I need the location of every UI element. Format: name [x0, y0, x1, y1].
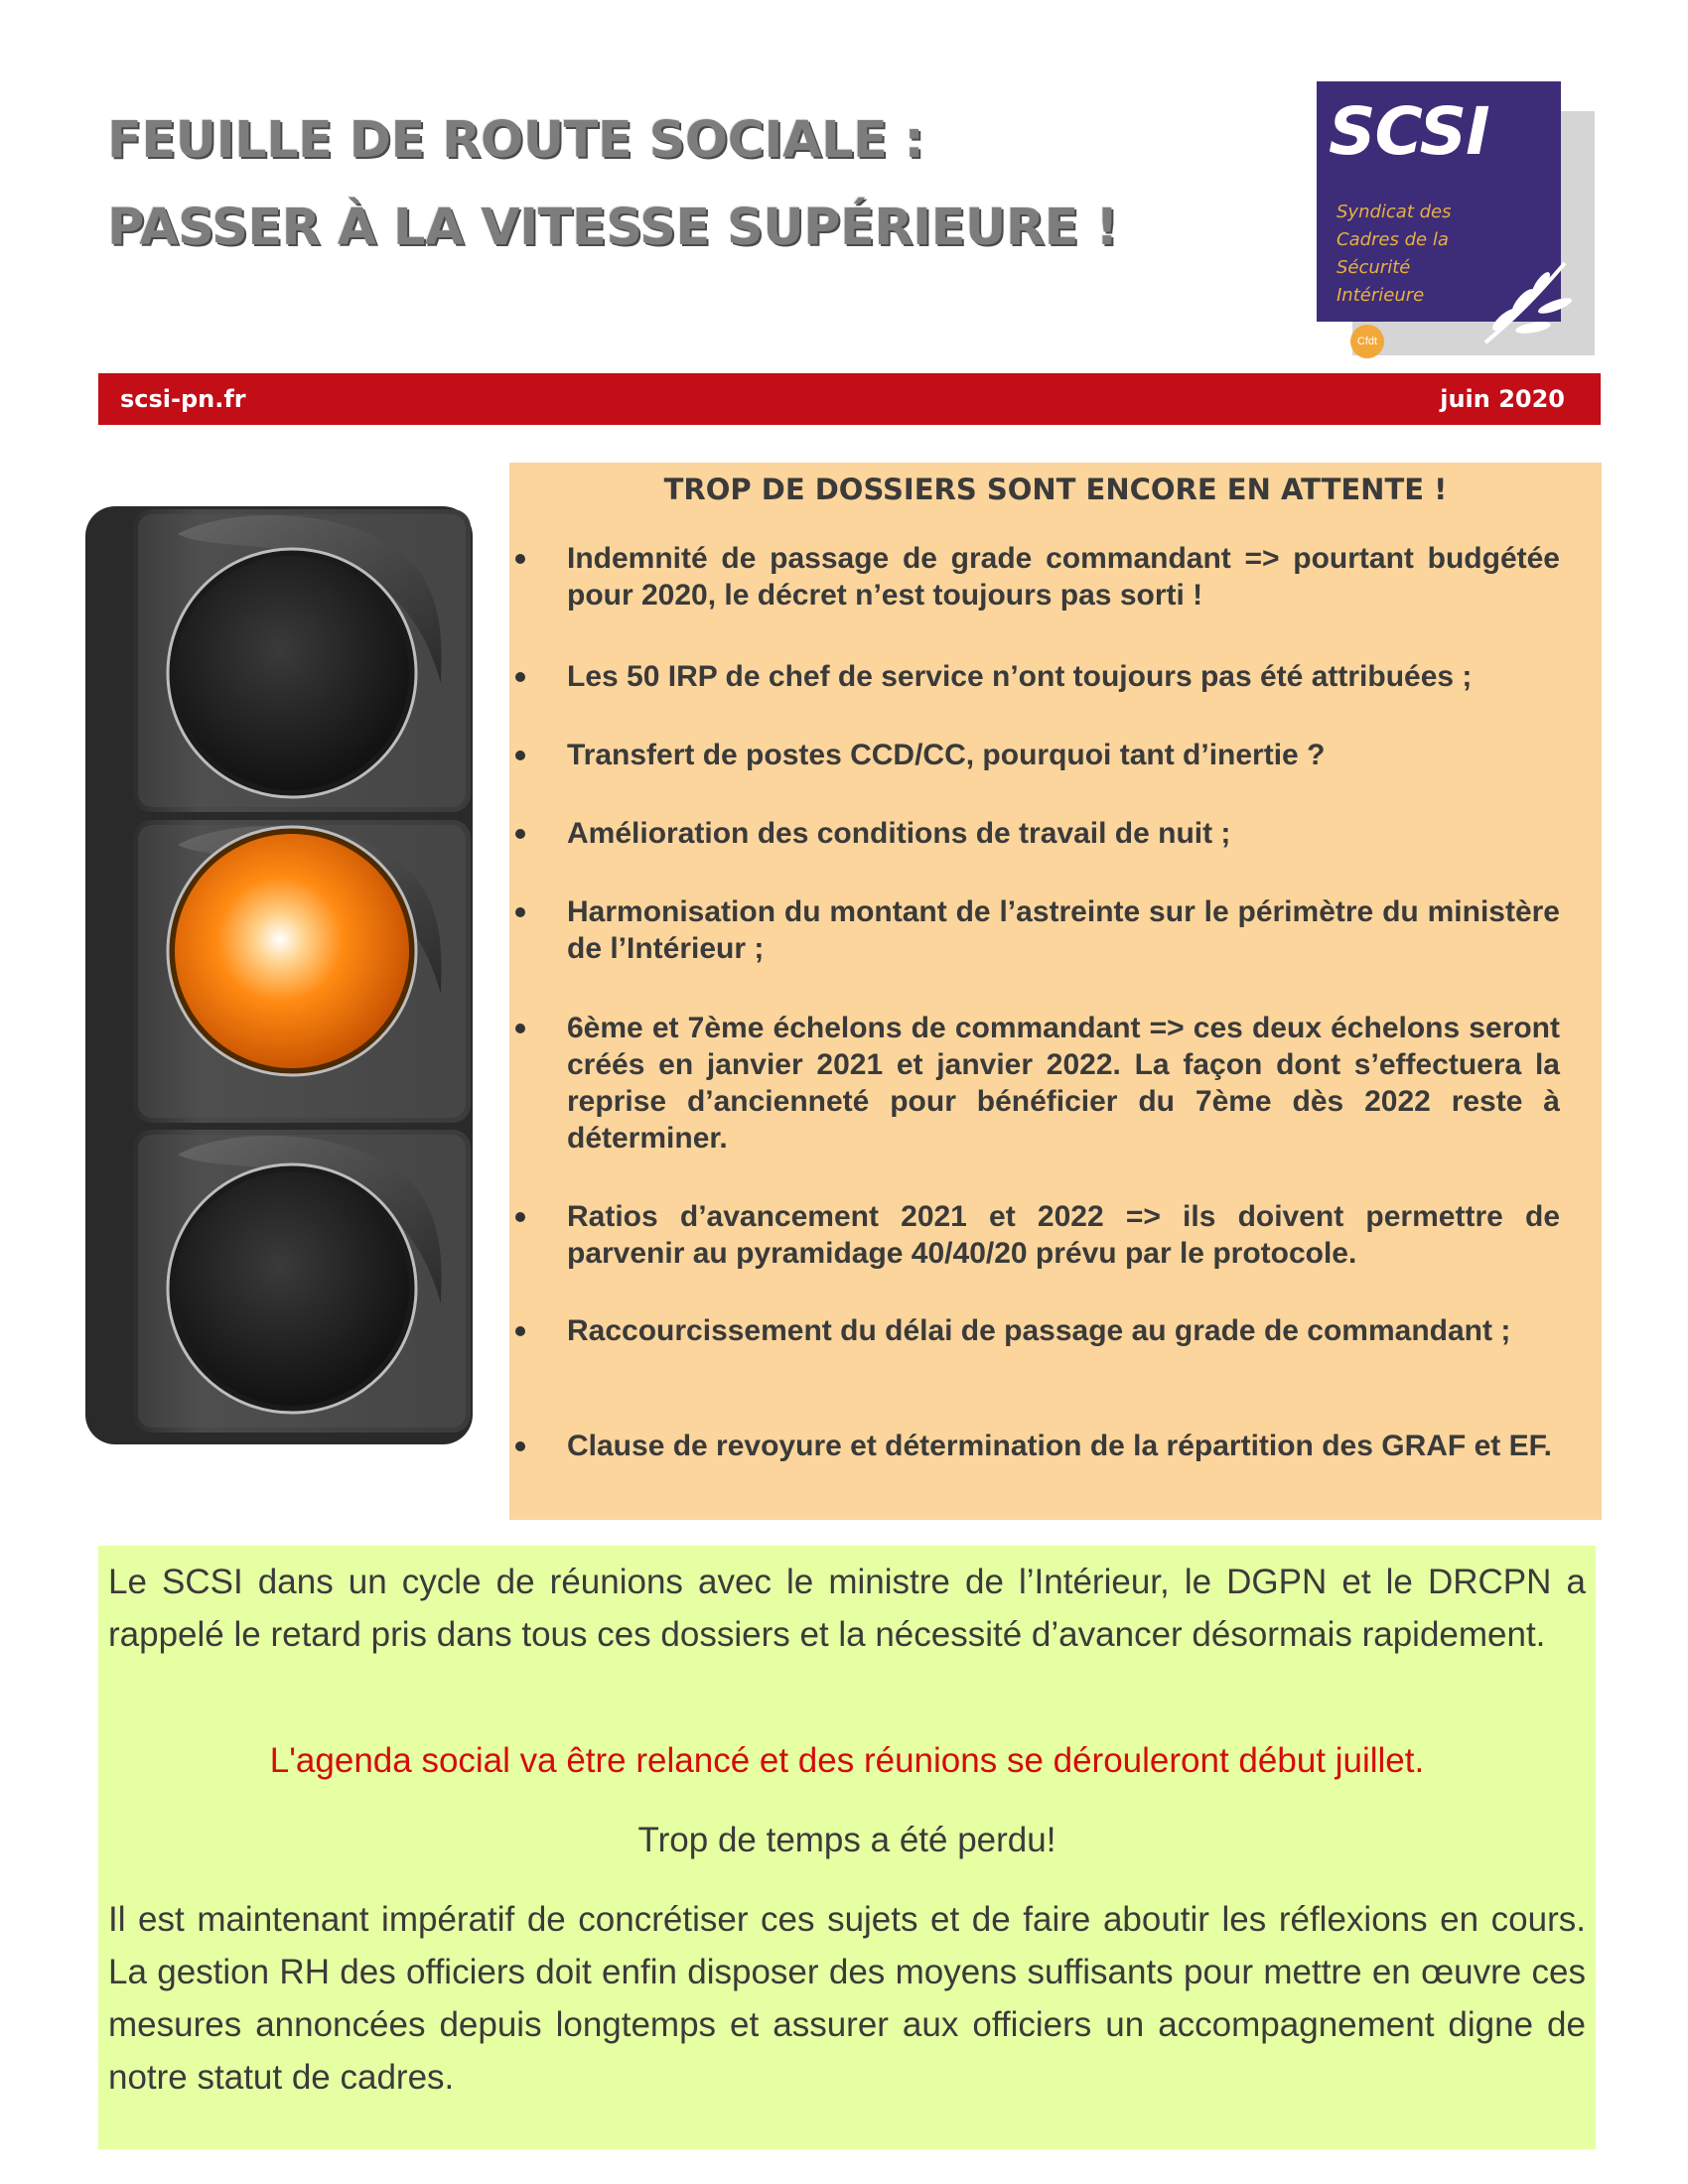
list-item-text: Amélioration des conditions de travail de nuit ; — [567, 817, 1231, 850]
conclusion-paragraph-1: Le SCSI dans un cycle de réunions avec le ministre de l’Intérieur, le DGPN et le DRCPN a rappelé le retard pris dans tous ces dossiers et la nécessité d’avancer désormais rapidement. — [108, 1563, 1586, 1654]
website-link[interactable]: scsi-pn.fr — [120, 385, 246, 413]
lost-time-statement: Trop de temps a été perdu! — [637, 1821, 1056, 1859]
pending-dossiers-box — [509, 463, 1602, 1520]
conclusion-paragraph-2: Il est maintenant impératif de concrétiser ces sujets et de faire aboutir les réflexions en cours. La gestion RH des officiers doit enfin disposer des moyens suffisants pour mettre en œuvre ces mesures annoncées depuis longtemps et assurer aux officiers un accompagnement digne de notre statut de cadres. — [108, 1900, 1586, 2097]
list-item-text: Transfert de postes CCD/CC, pourquoi tant d’inertie ? — [567, 739, 1326, 771]
list-item-text: Clause de revoyure et détermination de la répartition des GRAF et EF. — [567, 1430, 1552, 1462]
title-line-2: PASSER À LA VITESSE SUPÉRIEURE ! — [107, 199, 1118, 257]
list-item-text: Ratios d’avancement 2021 et 2022 => ils doivent permettre de parvenir au pyramidage 40/40/20 prévu par le protocole. — [567, 1200, 1560, 1270]
bullet-icon — [515, 1441, 525, 1451]
logo-name: SCSI — [1329, 93, 1489, 170]
bullet-icon — [515, 1326, 525, 1336]
bullet-icon — [515, 1212, 525, 1222]
logo-sub-3: Sécurité — [1336, 257, 1411, 278]
bullet-icon — [515, 829, 525, 839]
bullet-icon — [515, 907, 525, 917]
light-housing-middle — [133, 820, 471, 1123]
traffic-light-icon — [83, 504, 481, 1447]
list-item-text: Raccourcissement du délai de passage au grade de commandant ; — [567, 1314, 1511, 1347]
laurel-icon — [1476, 258, 1585, 347]
light-housing-bottom — [133, 1130, 471, 1433]
list-item-text: Indemnité de passage de grade commandant => pourtant budgétée pour 2020, le décret n’est toujours pas sorti ! — [567, 542, 1560, 612]
title-line-1: FEUILLE DE ROUTE SOCIALE : — [107, 111, 924, 170]
light-housing-top — [133, 509, 471, 812]
logo-subtitle — [1336, 199, 1476, 310]
bullet-icon — [515, 751, 525, 760]
bullet-icon — [515, 554, 525, 564]
bullet-icon — [515, 672, 525, 682]
page-title — [107, 97, 1118, 272]
issue-date: juin 2020 — [1440, 385, 1565, 413]
dossiers-title: TROP DE DOSSIERS SONT ENCORE EN ATTENTE ! — [663, 473, 1448, 506]
announcement-highlight: L'agenda social va être relancé et des réunions se dérouleront début juillet. — [269, 1741, 1425, 1780]
logo-sub-2: Cadres de la — [1336, 229, 1449, 250]
cfdt-badge: Cfdt — [1350, 325, 1384, 358]
list-item-text: Harmonisation du montant de l’astreinte sur le périmètre du ministère de l’Intérieur ; — [567, 895, 1560, 965]
bullet-icon — [515, 1024, 525, 1033]
list-item-text: Les 50 IRP de chef de service n’ont toujours pas été attribuées ; — [567, 660, 1473, 693]
logo-sub-4: Intérieure — [1336, 285, 1425, 306]
list-item-text: 6ème et 7ème échelons de commandant => ces deux échelons seront créés en janvier 2021 et janvier 2022. La façon dont s’effectuera la reprise d’ancienneté pour bénéficier du 7ème dès 2022 reste à déterminer. — [567, 1012, 1560, 1155]
logo-sub-1: Syndicat des — [1336, 202, 1452, 222]
header-band — [98, 373, 1601, 425]
conclusion-box — [98, 1546, 1596, 2149]
